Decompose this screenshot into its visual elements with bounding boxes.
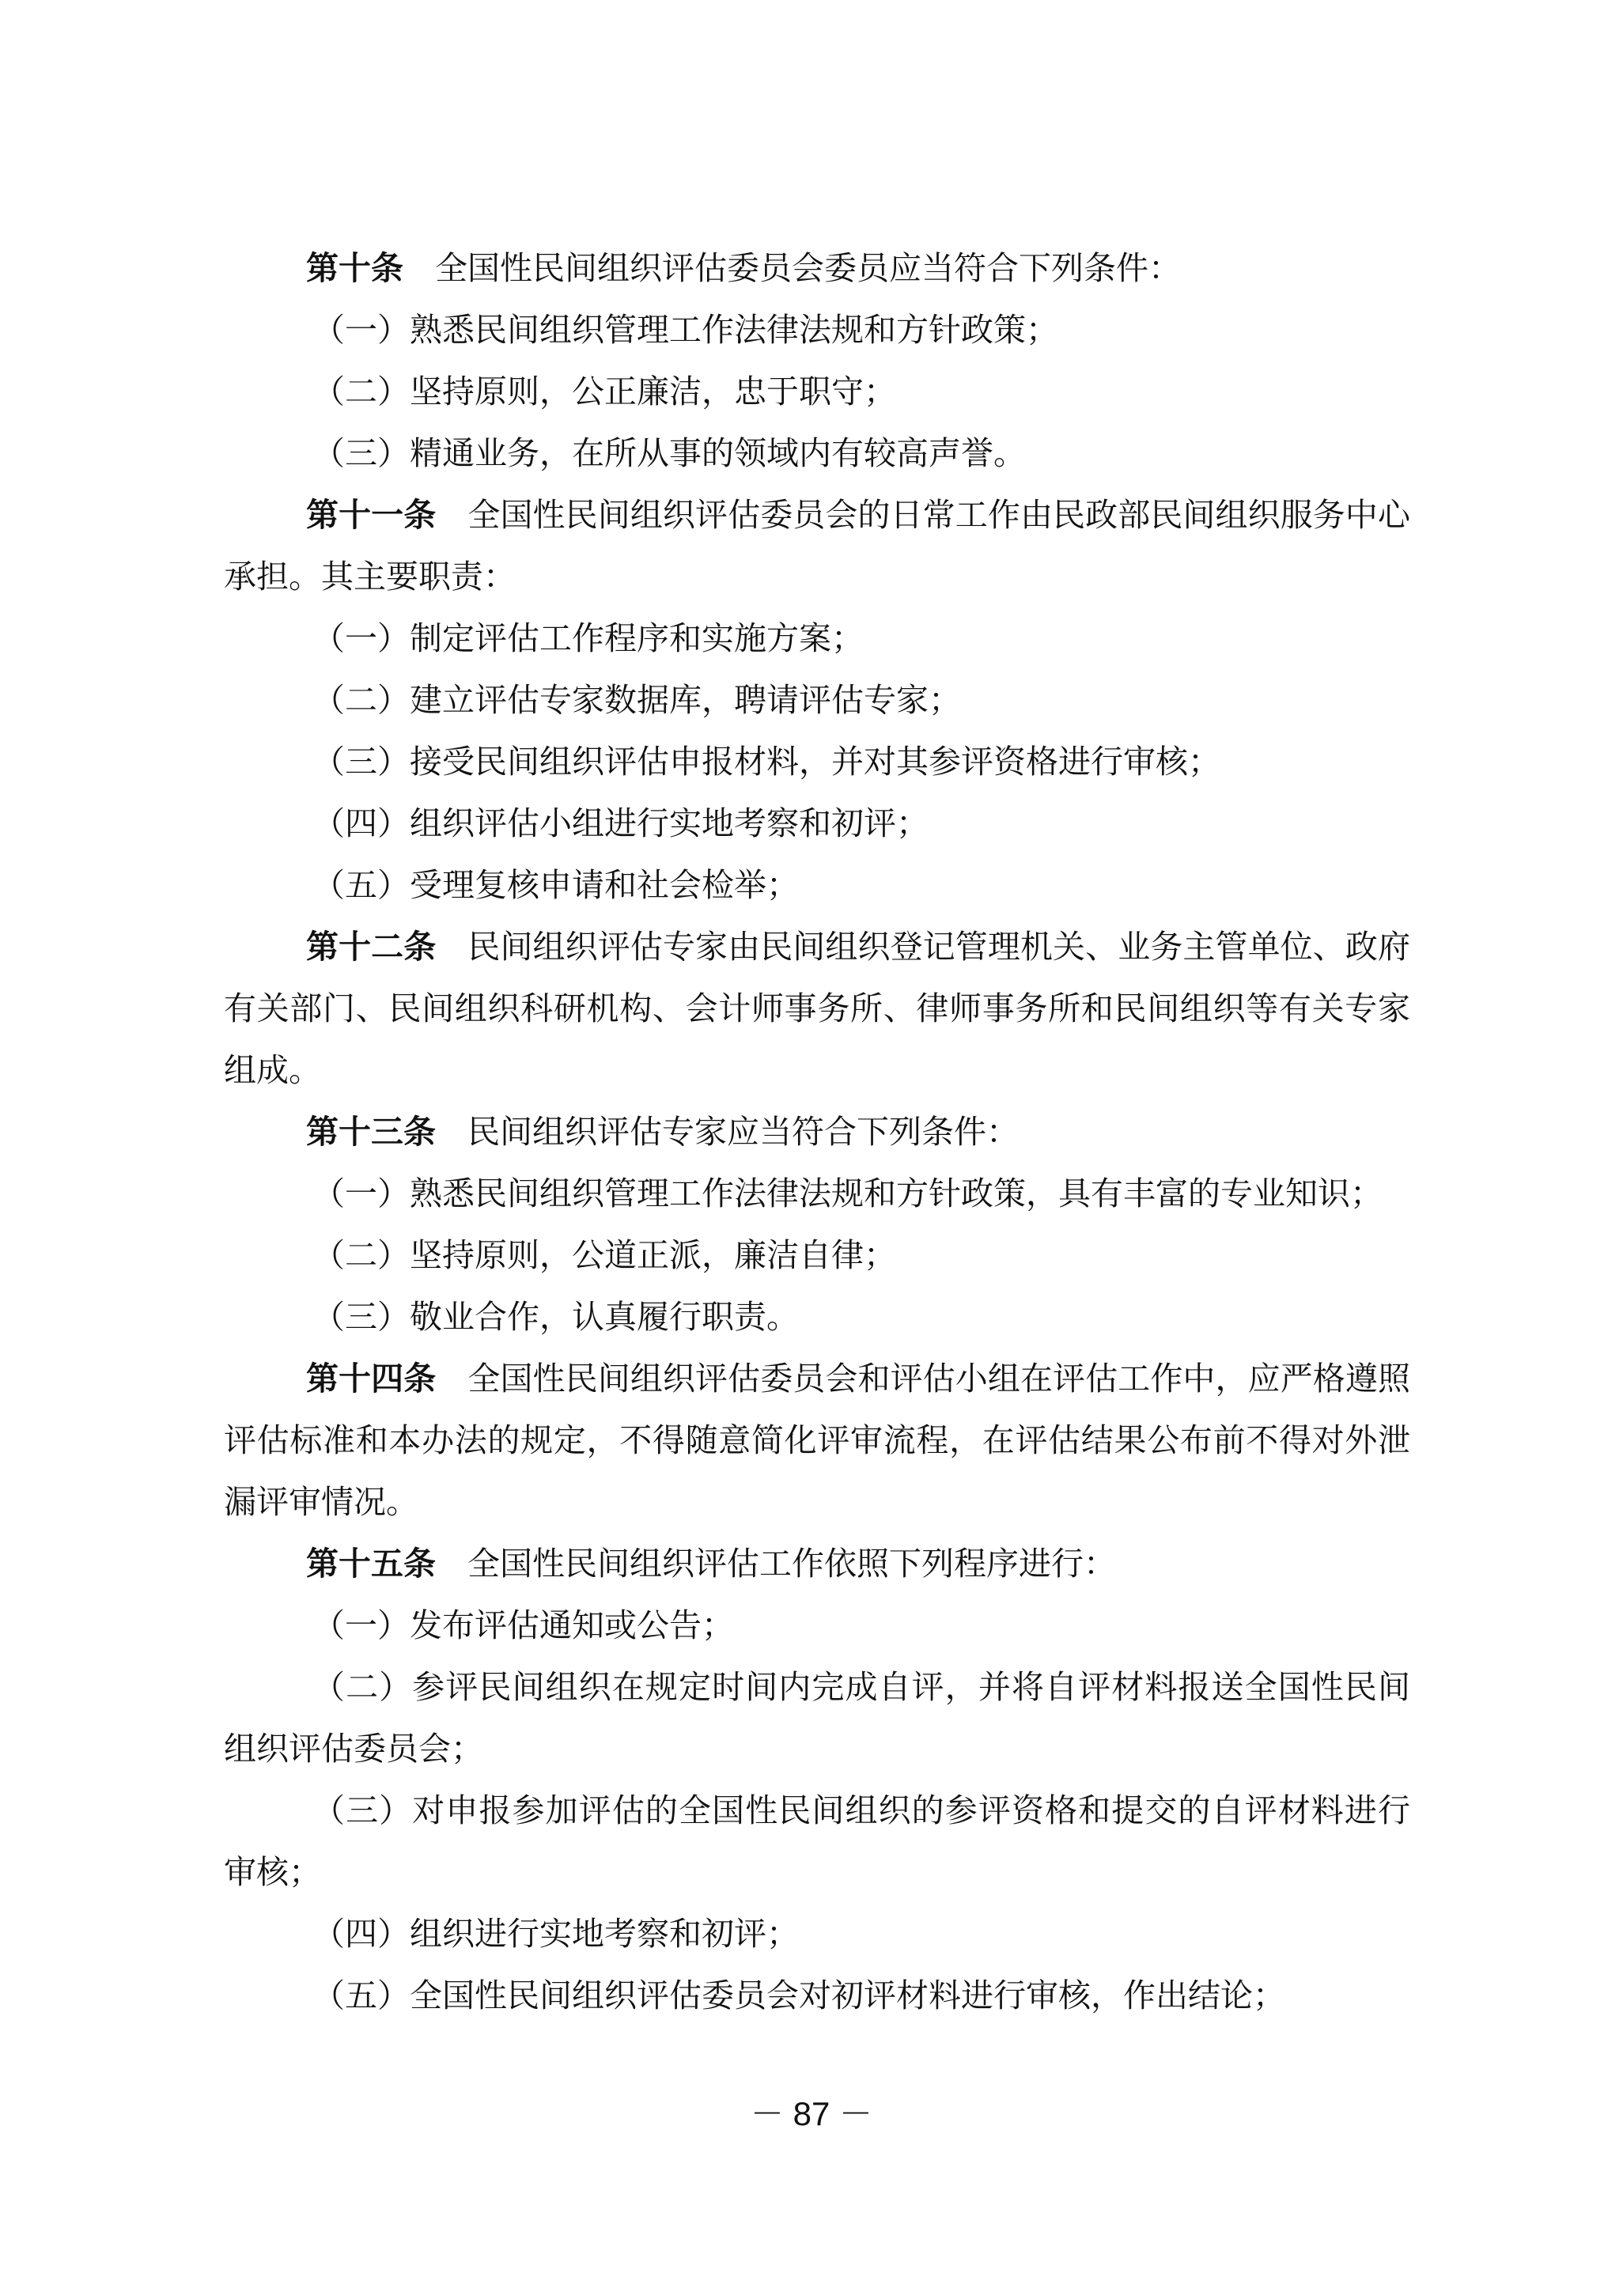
paragraph-text: 全国性民间组织评估委员会委员应当符合下列条件： xyxy=(435,249,1181,287)
list-item-paragraph xyxy=(224,1163,1410,1224)
article-paragraph xyxy=(224,916,1410,1101)
paragraph-text: （一）发布评估通知或公告； xyxy=(312,1606,734,1644)
article-heading: 第十条 xyxy=(306,249,403,287)
paragraph-text: （四）组织进行实地考察和初评； xyxy=(312,1915,799,1953)
list-item-paragraph xyxy=(224,854,1410,916)
paragraph-text: （二）建立评估专家数据库，聘请评估专家； xyxy=(312,681,961,719)
paragraph-text: （二）坚持原则，公道正派，廉洁自律； xyxy=(312,1236,896,1274)
list-item-paragraph xyxy=(224,1286,1410,1348)
paragraph-text: 民间组织评估专家应当符合下列条件： xyxy=(467,1113,1019,1151)
list-item-paragraph xyxy=(224,1903,1410,1965)
list-item-paragraph xyxy=(224,1594,1410,1656)
paragraph-text: （二）参评民间组织在规定时间内完成自评，并将自评材料报送全国性民间组织评估委员会； xyxy=(224,1668,1410,1768)
article-paragraph xyxy=(224,1101,1410,1163)
list-item-paragraph xyxy=(224,669,1410,731)
article-paragraph xyxy=(224,237,1410,299)
list-item-paragraph xyxy=(224,792,1410,854)
paragraph-text: 全国性民间组织评估委员会的日常工作由民政部民间组织服务中心承担。其主要职责： xyxy=(224,496,1410,596)
body-text xyxy=(224,237,1410,2026)
article-heading: 第十三条 xyxy=(306,1113,436,1151)
paragraph-text: （一）熟悉民间组织管理工作法律法规和方针政策，具有丰富的专业知识； xyxy=(312,1174,1383,1212)
paragraph-text: （三）敬业合作，认真履行职责。 xyxy=(312,1298,799,1336)
list-item-paragraph xyxy=(224,1965,1410,2026)
article-paragraph xyxy=(224,484,1410,607)
paragraph-text: （三）精通业务，在所从事的领域内有较高声誉。 xyxy=(312,434,1026,472)
article-heading: 第十五条 xyxy=(306,1545,436,1583)
paragraph-text: （二）坚持原则，公正廉洁，忠于职守； xyxy=(312,373,896,410)
paragraph-text: （一）熟悉民间组织管理工作法律法规和方针政策； xyxy=(312,311,1058,349)
paragraph-text: （四）组织评估小组进行实地考察和初评； xyxy=(312,804,929,842)
article-paragraph xyxy=(224,1348,1410,1533)
list-item-paragraph xyxy=(224,422,1410,484)
article-heading: 第十二条 xyxy=(306,928,437,966)
list-item-paragraph xyxy=(224,1224,1410,1286)
paragraph-text: （五）全国性民间组织评估委员会对初评材料进行审核，作出结论； xyxy=(312,1976,1285,2014)
article-heading: 第十四条 xyxy=(306,1360,437,1398)
article-paragraph xyxy=(224,1533,1410,1594)
list-item-paragraph xyxy=(224,607,1410,669)
page-number: － 87 － xyxy=(750,2095,873,2132)
list-item-paragraph xyxy=(224,1780,1410,1903)
paragraph-text: 全国性民间组织评估委员会和评估小组在评估工作中，应严格遵照评估标准和本办法的规定，不得随意简化评审流程，在评估结果公布前不得对外泄漏评审情况。 xyxy=(224,1360,1410,1521)
list-item-paragraph xyxy=(224,731,1410,792)
paragraph-text: 全国性民间组织评估工作依照下列程序进行： xyxy=(467,1545,1116,1583)
list-item-paragraph xyxy=(224,299,1410,361)
paragraph-text: （五）受理复核申请和社会检举； xyxy=(312,866,799,904)
paragraph-text: （三）对申报参加评估的全国性民间组织的参评资格和提交的自评材料进行审核； xyxy=(224,1791,1410,1891)
paragraph-text: （一）制定评估工作程序和实施方案； xyxy=(312,619,864,657)
paragraph-text: 民间组织评估专家由民间组织登记管理机关、业务主管单位、政府有关部门、民间组织科研机构、会计师事务所、律师事务所和民间组织等有关专家组成。 xyxy=(224,928,1410,1089)
list-item-paragraph xyxy=(224,1656,1410,1780)
list-item-paragraph xyxy=(224,361,1410,422)
paragraph-text: （三）接受民间组织评估申报材料，并对其参评资格进行审核； xyxy=(312,743,1220,781)
article-heading: 第十一条 xyxy=(306,496,437,534)
